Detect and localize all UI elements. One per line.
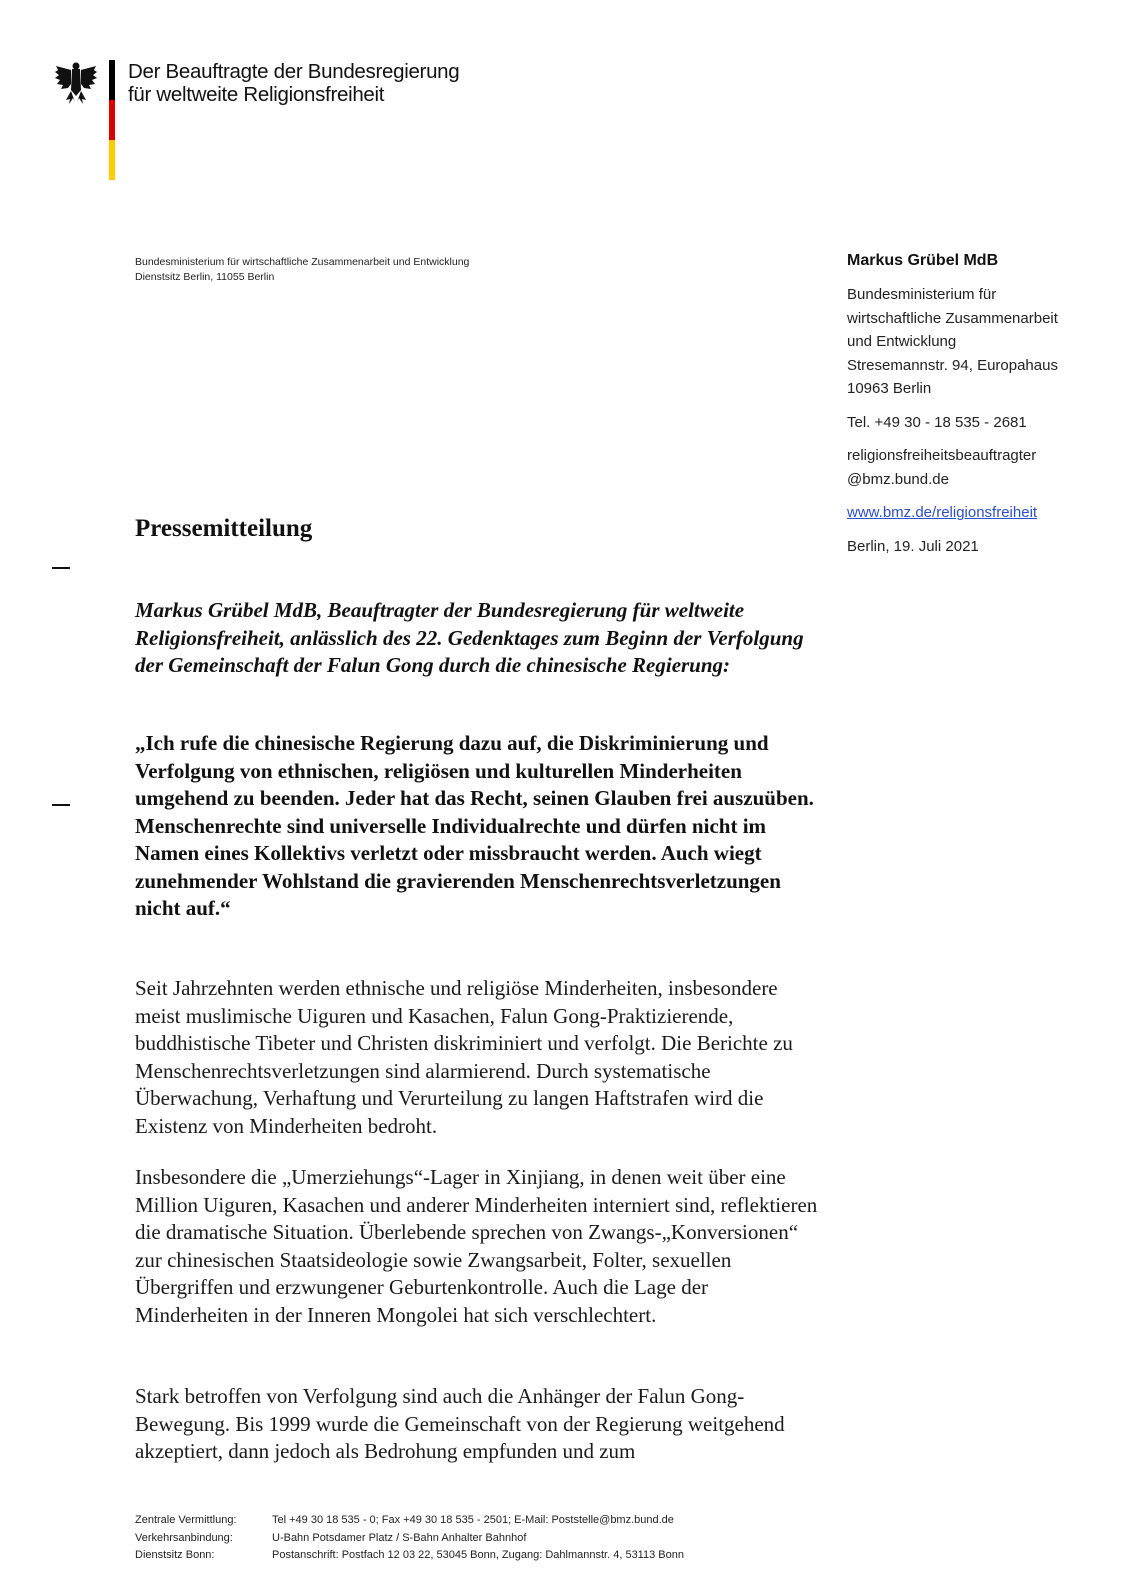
footer-value: U-Bahn Potsdamer Platz / S-Bahn Anhalter Bahnhof — [272, 1531, 527, 1544]
footer-row — [135, 1530, 684, 1548]
footer-value: Tel +49 30 18 535 - 0; Fax +49 30 18 535 - 2501; E-Mail: Poststelle@bmz.bund.de — [272, 1514, 674, 1526]
page-title: Pressemitteilung — [135, 515, 313, 542]
org-title — [128, 60, 459, 106]
org-title-line1: Der Beauftragte der Bundesregierung — [128, 60, 460, 83]
document-date: Berlin, 19. Juli 2021 — [847, 537, 979, 555]
flag-stripe-gold — [109, 140, 115, 180]
sender-line2: Dienstsitz Berlin, 11055 Berlin — [135, 271, 275, 283]
body-paragraph: Insbesondere die „Umerziehungs“-Lager in Xinjiang, in denen weit über eine Million Uiguren, Kasachen und anderer Minderheiten interniert sind, reflektieren die dramatische Situation. Überlebende sprechen von Zwangs-„Konversionen“ zur chinesischen Staatsideologie sowie Zwangsarbeit, Folter, sexuellen Übergriffen und erzwungener Geburtenkontrolle. Auch die Lage der Minderheiten in der Inneren Mongolei hat sich verschlechtert. — [135, 1165, 818, 1327]
contact-name: Markus Grübel MdB — [847, 252, 999, 269]
email-line2: @bmz.bund.de — [847, 470, 949, 488]
sender-address — [135, 255, 469, 285]
website-link[interactable]: www.bmz.de/religionsfreiheit — [847, 504, 1038, 521]
contact-website — [847, 501, 1127, 525]
footer-row — [135, 1512, 684, 1530]
email-line1: religionsfreiheitsbeauftragter — [847, 447, 1037, 464]
flag-stripe-black — [109, 60, 115, 100]
federal-eagle-icon — [54, 60, 98, 106]
punch-mark — [52, 804, 70, 806]
footer-label: Dienstsitz Bonn: — [135, 1549, 215, 1561]
address-line: und Entwicklung — [847, 333, 957, 350]
flag-bar — [109, 60, 115, 180]
org-title-line2: für weltweite Religionsfreiheit — [128, 83, 385, 106]
contact-block — [847, 252, 1127, 568]
footer-value: Postanschrift: Postfach 12 03 22, 53045 Bonn, Zugang: Dahlmannstr. 4, 53113 Bonn — [272, 1549, 684, 1561]
address-line: 10963 Berlin — [847, 380, 932, 397]
quote-text: „Ich rufe die chinesische Regierung dazu auf, die Diskriminierung und Verfolgung von ethnischen, religiösen und kulturellen Minderheiten umgehend zu beenden. Jeder hat das Recht, seinen Glauben frei auszuüben. Menschenrechte sind universelle Individualrechte und dürfen nicht im Namen eines Kollektivs verletzt oder missbraucht werden. Auch wiegt zunehmender Wohlstand die gravierenden Menschenrechtsverletzungen nicht auf.“ — [135, 731, 814, 920]
sender-line1: Bundesministerium für wirtschaftliche Zusammenarbeit und Entwicklung — [135, 256, 470, 268]
body-paragraph: Stark betroffen von Verfolgung sind auch die Anhänger der Falun Gong-Bewegung. Bis 1999 wurde die Gemeinschaft von der Regierung weitgehend akzeptiert, dann jedoch als Bedrohung empfunden und zum — [135, 1384, 785, 1463]
contact-address — [847, 283, 1127, 401]
intro-text: Markus Grübel MdB, Beauftragter der Bundesregierung für weltweite Religionsfreiheit, anlässlich des 22. Gedenktages zum Beginn der Verfolgung der Gemeinschaft der Falun Gong durch die chinesische Regierung: — [135, 598, 804, 677]
footer — [135, 1512, 684, 1565]
footer-label: Zentrale Vermittlung: — [135, 1514, 237, 1526]
address-line: Bundesministerium für — [847, 286, 997, 303]
footer-label: Verkehrsanbindung: — [135, 1531, 233, 1544]
footer-row — [135, 1547, 684, 1565]
flag-stripe-red — [109, 100, 115, 140]
fold-mark — [52, 567, 70, 569]
body-paragraph: Seit Jahrzehnten werden ethnische und religiöse Minderheiten, insbesondere meist muslimische Uiguren und Kasachen, Falun Gong-Praktizierende, buddhistische Tibeter und Christen diskriminiert und verfolgt. Die Berichte zu Menschenrechtsverletzungen sind alarmierend. Durch systematische Überwachung, Verhaftung und Verurteilung zu langen Haftstrafen wird die Existenz von Minderheiten bedroht. — [135, 976, 793, 1138]
contact-phone: Tel. +49 30 - 18 535 - 2681 — [847, 413, 1027, 431]
contact-email — [847, 444, 1127, 491]
address-line: wirtschaftliche Zusammenarbeit — [847, 309, 1058, 327]
address-line: Stresemannstr. 94, Europahaus — [847, 356, 1058, 374]
